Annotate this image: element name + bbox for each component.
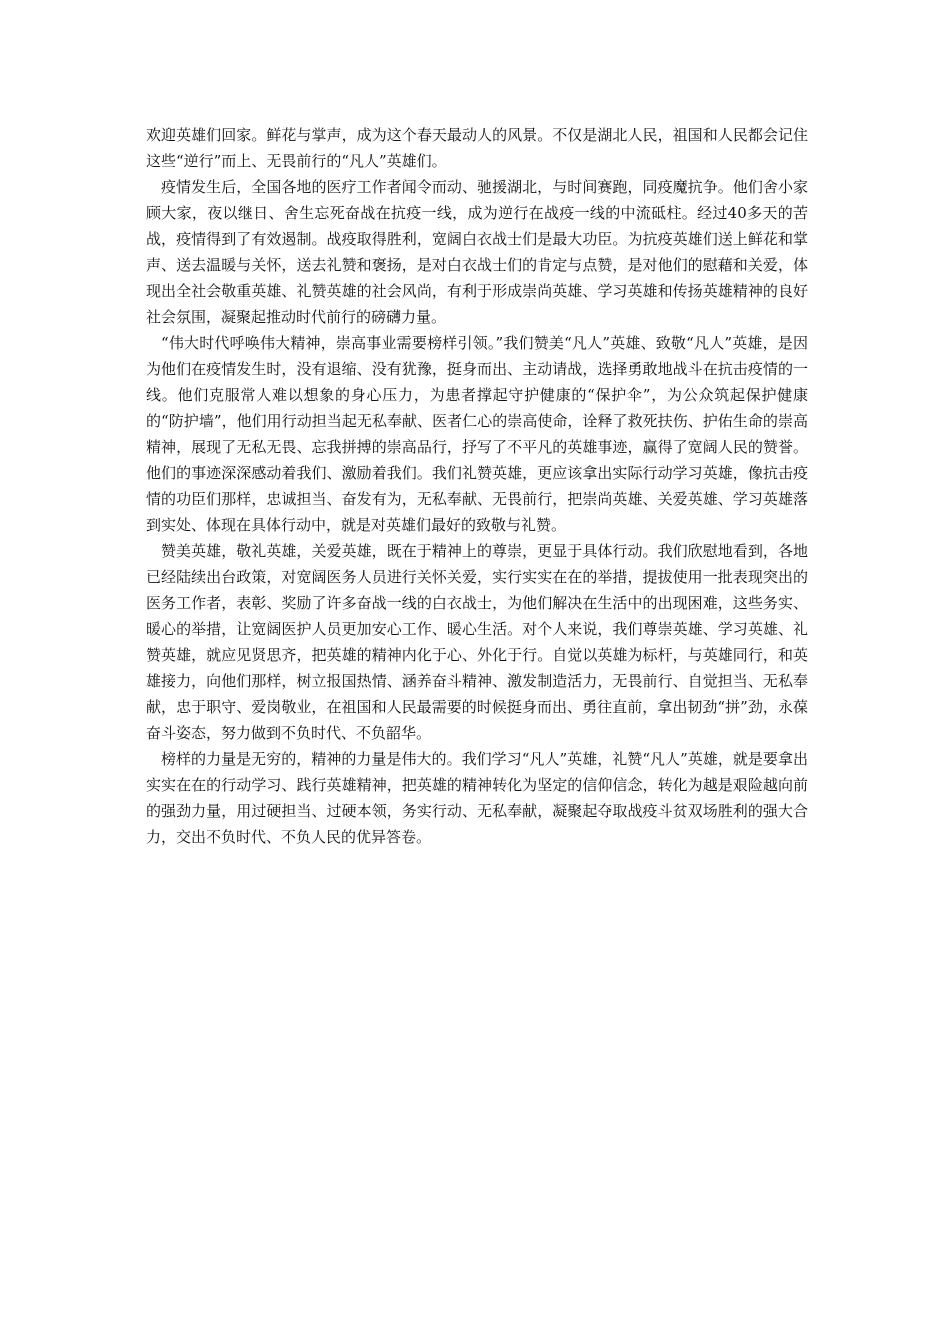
paragraph-1: 欢迎英雄们回家。鲜花与掌声，成为这个春天最动人的风景。不仅是湖北人民，祖国和人民都会记住这些“逆行”而上、无畏前行的“凡人”英雄们。 (146, 126, 808, 170)
paragraph-3: “伟大时代呼唤伟大精神，崇高事业需要榜样引领。”我们赞美“凡人”英雄、致敬“凡人”英雄，是因为他们在疫情发生时，没有退缩、没有犹豫，挺身而出、主动请战，选择勇敢地战斗在抗击疫情的一线。他们克服常人难以想象的身心压力，为患者撑起守护健康的“保护伞”，为公众筑起保护健康的“防护墙”，他们用行动担当起无私奉献、医者仁心的崇高使命，诠释了救死扶伤、护佑生命的崇高精神，展现了无私无畏、忘我拼搏的崇高品行，抒写了不平凡的英雄事迹，赢得了宽阔人民的赞誉。他们的事迹深深感动着我们、激励着我们。我们礼赞英雄，更应该拿出实际行动学习英雄，像抗击疫情的功臣们那样，忠诚担当、奋发有为，无私奉献、无畏前行，把崇尚英雄、关爱英雄、学习英雄落到实处、体现在具体行动中，就是对英雄们最好的致敬与礼赞。 (146, 334, 808, 534)
article-body (146, 122, 808, 850)
paragraph-2: 疫情发生后，全国各地的医疗工作者闻令而动、驰援湖北，与时间赛跑，同疫魔抗争。他们舍小家顾大家，夜以继日、舍生忘死奋战在抗疫一线，成为逆行在战疫一线的中流砥柱。经过40多天的苦战，疫情得到了有效遏制。战疫取得胜利，宽阔白衣战士们是最大功臣。为抗疫英雄们送上鲜花和掌声、送去温暖与关怀，送去礼赞和褒扬，是对白衣战士们的肯定与点赞，是对他们的慰藉和关爱，体现出全社会敬重英雄、礼赞英雄的社会风尚，有利于形成崇尚英雄、学习英雄和传扬英雄精神的良好社会氛围，凝聚起推动时代前行的磅礴力量。 (146, 178, 808, 326)
paragraph-4: 赞美英雄，敬礼英雄，关爱英雄，既在于精神上的尊崇，更显于具体行动。我们欣慰地看到，各地已经陆续出台政策，对宽阔医务人员进行关怀关爱，实行实实在在的举措，提拔使用一批表现突出的医务工作者，表彰、奖励了许多奋战一线的白衣战士，为他们解决在生活中的出现困难，这些务实、暖心的举措，让宽阔医护人员更加安心工作、暖心生活。对个人来说，我们尊崇英雄、学习英雄、礼赞英雄，就应见贤思齐，把英雄的精神内化于心、外化于行。自觉以英雄为标杆，与英雄同行，和英雄接力，向他们那样，树立报国热情、涵养奋斗精神、激发制造活力，无畏前行、自觉担当、无私奉献，忠于职守、爱岗敬业，在祖国和人民最需要的时候挺身而出、勇往直前，拿出韧劲“拼”劲，永葆奋斗姿态，努力做到不负时代、不负韶华。 (146, 542, 808, 742)
paragraph-5: 榜样的力量是无穷的，精神的力量是伟大的。我们学习“凡人”英雄，礼赞“凡人”英雄，就是要拿出实实在在的行动学习、践行英雄精神，把英雄的精神转化为坚定的信仰信念，转化为越是艰险越向前的强劲力量，用过硬担当、过硬本领，务实行动、无私奉献，凝聚起夺取战疫斗贫双场胜利的强大合力，交出不负时代、不负人民的优异答卷。 (146, 750, 808, 846)
